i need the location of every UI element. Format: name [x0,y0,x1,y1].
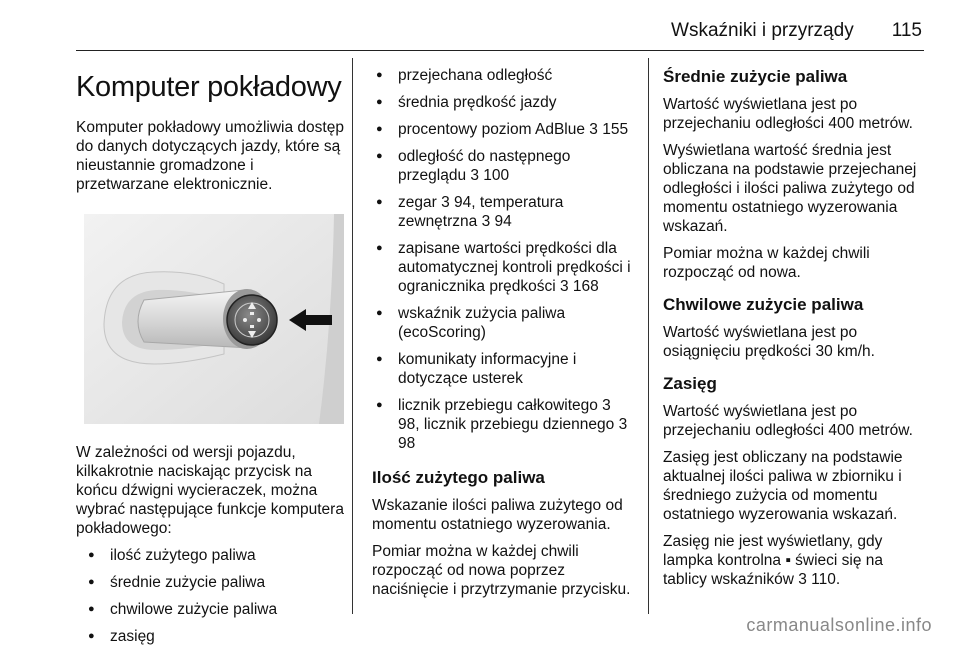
list-item: ● zasięg [76,627,344,646]
avg-consumption-paragraph-3: Pomiar można w każdej chwili rozpocząć od nowa. [663,245,870,281]
list-item: ● odległość do następnego przeglądu 3 100 [372,147,634,185]
avg-consumption-paragraph-2: Wyświetlana wartość średnia jest obliczana na podstawie przejechanej odległości i ilości paliwa zużytego od momentu ostatniego wyzerowania wskazań. [663,142,917,235]
range-heading: Zasięg [663,374,717,393]
column-divider-1 [352,58,353,614]
range-paragraph-3: Zasięg nie jest wyświetlany, gdy lampka kontrolna ▪ świeci się na tablicy wskaźników 3 110. [663,533,884,588]
list-item: ● komunikaty informacyjne i dotyczące usterek [372,350,634,388]
range-paragraph-1: Wartość wyświetlana jest po przejechaniu odległości 400 metrów. [663,403,913,439]
avg-consumption-heading: Średnie zużycie paliwa [663,67,848,86]
range-paragraph-2: Zasięg jest obliczany na podstawie aktualnej ilości paliwa w zbiorniku i średniego zużycia od momentu ostatniego wyzerowania wskazań. [663,449,903,523]
page-number: 115 [891,20,922,41]
column-1 [76,58,344,654]
list-item: ● procentowy poziom AdBlue 3 155 [372,120,634,139]
list-item: ● licznik przebiegu całkowitego 3 98, licznik przebiegu dziennego 3 98 [372,396,634,453]
list-item: ● średnie zużycie paliwa [76,573,344,592]
functions-intro: W zależności od wersji pojazdu, kilkakrotnie naciskając przycisk na końcu dźwigni wycieraczek, można wybrać następujące funkcje komputera pokładowego: [76,444,344,537]
list-item: ● zegar 3 94, temperatura zewnętrzna 3 94 [372,193,634,231]
intro-paragraph: Komputer pokładowy umożliwia dostęp do danych dotyczących jazdy, które są nieustannie gromadzone i przetwarzane elektronicznie. [76,119,344,193]
functions-list [76,546,344,646]
list-item: ● przejechana odległość [372,66,634,85]
column-2 [372,66,634,607]
section-title: Wskaźniki i przyrządy [671,20,854,41]
list-item: ● zapisane wartości prędkości dla automatycznej kontroli prędkości i ogranicznika prędkości 3 168 [372,239,634,296]
instant-consumption-paragraph: Wartość wyświetlana jest po osiągnięciu prędkości 30 km/h. [663,324,875,360]
column-divider-2 [648,58,649,614]
list-item: ● chwilowe zużycie paliwa [76,600,344,619]
header-rule [76,50,924,51]
instant-consumption-heading: Chwilowe zużycie paliwa [663,295,864,314]
functions-list-continued [372,66,634,453]
column-3 [663,66,928,597]
list-item: ● średnia prędkość jazdy [372,93,634,112]
list-item: ● wskaźnik zużycia paliwa (ecoScoring) [372,304,634,342]
fuel-used-paragraph-1: Wskazanie ilości paliwa zużytego od momentu ostatniego wyzerowania. [372,497,623,533]
page-header [671,20,922,42]
wiper-lever-button-illustration [84,214,344,424]
list-item: ● ilość zużytego paliwa [76,546,344,565]
page-title: Komputer pokładowy [76,71,342,103]
watermark: carmanualsonline.info [746,615,932,635]
fuel-used-paragraph-2: Pomiar można w każdej chwili rozpocząć od nowa poprzez naciśnięcie i przytrzymanie przycisku. [372,543,631,598]
fuel-used-heading: Ilość zużytego paliwa [372,468,545,487]
avg-consumption-paragraph-1: Wartość wyświetlana jest po przejechaniu odległości 400 metrów. [663,96,913,132]
